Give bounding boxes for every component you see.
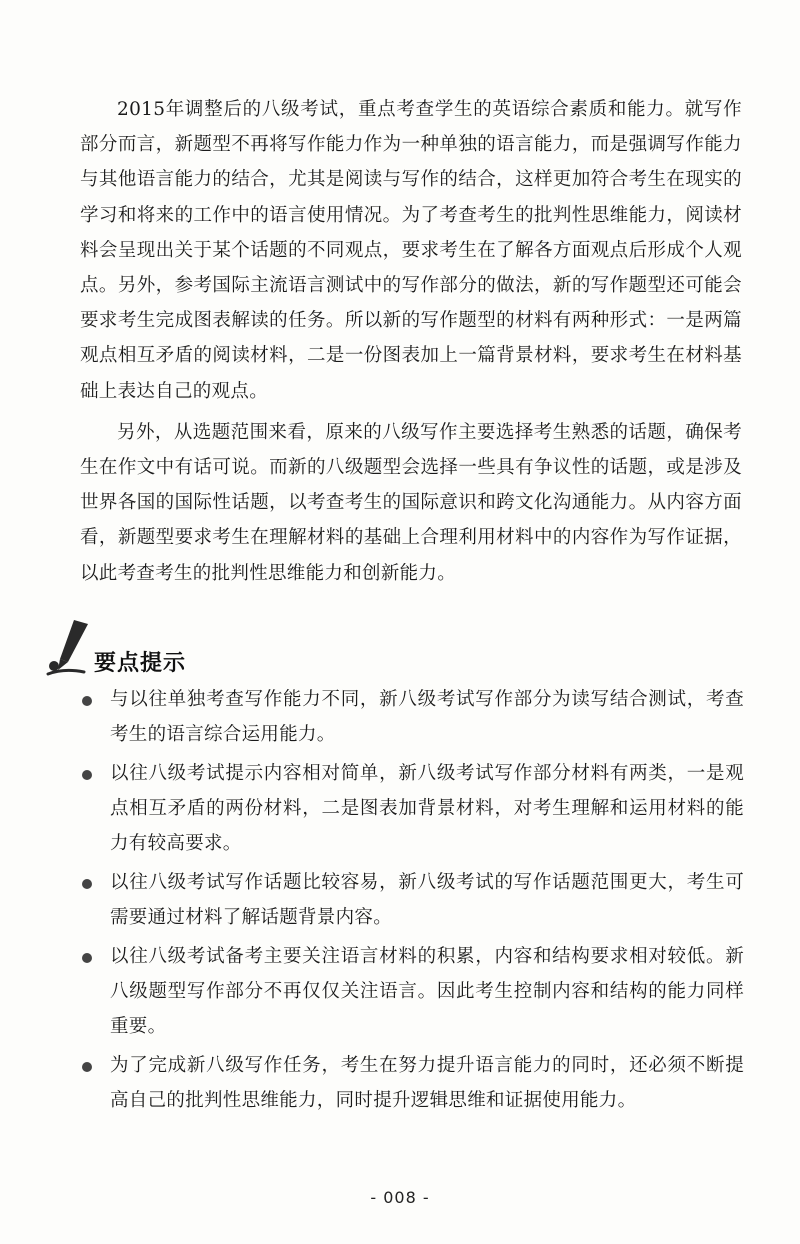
paragraph-1: 2015年调整后的八级考试，重点考查学生的英语综合素质和能力。就写作部分而言，新题型不再将写作能力作为一种单独的语言能力，而是强调写作能力与其他语言能力的结合，尤其是阅读与写作的结合，这样更加符合考生在现实的学习和将来的工作中的语言使用情况。为了考查考生的批判性思维能力，阅读材料会呈现出关于某个话题的不同观点，要求考生在了解各方面观点后形成个人观点。另外，参考国际主流语言测试中的写作部分的做法，新的写作题型还可能会要求考生完成图表解读的任务。所以新的写作题型的材料有两种形式：一是两篇观点相互矛盾的阅读材料，二是一份图表加上一篇背景材料，要求考生在材料基础上表达自己的观点。 bbox=[80, 99, 742, 402]
tips-item-text: 与以往单独考查写作能力不同，新八级考试写作部分为读写结合测试，考查考生的语言综合运用能力。 bbox=[110, 689, 744, 745]
tips-item bbox=[80, 682, 744, 752]
bullet-dot-icon bbox=[82, 696, 92, 706]
tips-item bbox=[80, 1048, 744, 1118]
tips-item-text: 以往八级考试提示内容相对简单，新八级考试写作部分材料有两类，一是观点相互矛盾的两份材料，二是图表加背景材料，对考生理解和运用材料的能力有较高要求。 bbox=[110, 763, 744, 854]
bullet-dot-icon bbox=[82, 879, 92, 889]
tips-item bbox=[80, 756, 744, 861]
paragraph-2: 另外，从选题范围来看，原来的八级写作主要选择考生熟悉的话题，确保考生在作文中有话可说。而新的八级题型会选择一些具有争议性的话题，或是涉及世界各国的国际性话题，以考查考生的国际意识和跨文化沟通能力。从内容方面看，新题型要求考生在理解材料的基础上合理利用材料中的内容作为写作证据，以此考查考生的批判性思维能力和创新能力。 bbox=[80, 421, 742, 584]
tips-item bbox=[80, 865, 744, 935]
tips-list bbox=[80, 682, 744, 1118]
tips-item-text: 以往八级考试备考主要关注语言材料的积累，内容和结构要求相对较低。新八级题型写作部分不再仅仅关注语言。因此考生控制内容和结构的能力同样重要。 bbox=[110, 946, 744, 1037]
tips-item-text: 为了完成新八级写作任务，考生在努力提升语言能力的同时，还必须不断提高自己的批判性思维能力，同时提升逻辑思维和证据使用能力。 bbox=[110, 1055, 744, 1111]
tips-title: 要点提示 bbox=[94, 651, 187, 676]
tips-item-text: 以往八级考试写作话题比较容易，新八级考试的写作话题范围更大，考生可需要通过材料了解话题背景内容。 bbox=[110, 872, 744, 928]
bullet-dot-icon bbox=[82, 953, 92, 963]
page-number: - 008 - bbox=[370, 1188, 430, 1207]
bullet-dot-icon bbox=[82, 1062, 92, 1072]
tips-header bbox=[44, 618, 344, 678]
tips-item bbox=[80, 939, 744, 1044]
bullet-dot-icon bbox=[82, 770, 92, 780]
body-text bbox=[80, 92, 742, 591]
